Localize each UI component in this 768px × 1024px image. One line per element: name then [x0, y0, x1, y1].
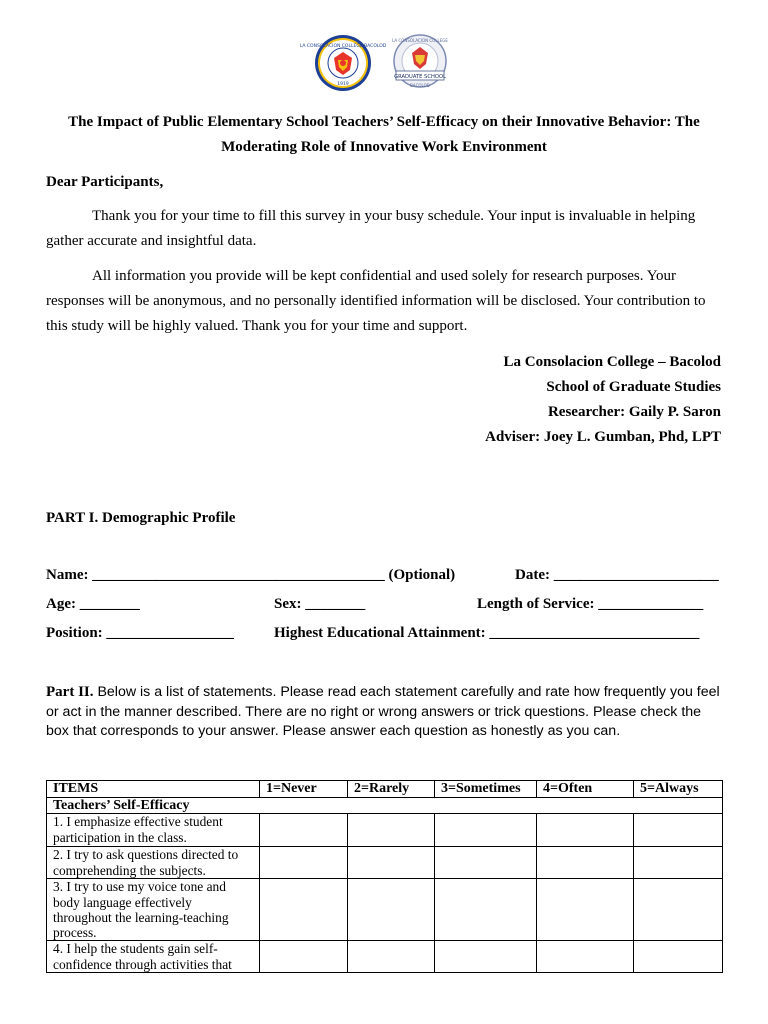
rating-cell-rarely[interactable]: [348, 814, 435, 847]
rating-cell-never[interactable]: [260, 814, 348, 847]
rating-cell-rarely[interactable]: [348, 941, 435, 973]
graduate-school-banner: GRADUATE SCHOOL: [394, 74, 446, 80]
table-row: [47, 879, 723, 941]
signature-school: School of Graduate Studies: [546, 379, 721, 395]
table-row: [47, 941, 723, 973]
seal-bottom-text: BACOLOD: [410, 83, 430, 88]
rating-cell-rarely[interactable]: [348, 847, 435, 879]
item-statement: 3. I try to use my voice tone and body language effectively throughout the learning-teaching process.: [47, 879, 260, 941]
table-row: [47, 814, 723, 847]
rating-cell-sometimes[interactable]: [435, 847, 537, 879]
part2-label: Part II.: [46, 684, 94, 700]
educational-attainment-field[interactable]: Highest Educational Attainment: ____________________________: [274, 625, 700, 641]
header-rarely: 2=Rarely: [348, 781, 435, 798]
intro-paragraph-2: All information you provide will be kept confidential and used solely for research purposes. Your responses will be anonymous, and no personally identified information will be disclosed. Your contribution to this study will be highly valued. Thank you for your time and support.: [46, 268, 706, 334]
rating-cell-rarely[interactable]: [348, 879, 435, 941]
rating-cell-sometimes[interactable]: [435, 879, 537, 941]
rating-cell-always[interactable]: [634, 814, 723, 847]
seal-year: 1919: [337, 82, 349, 87]
position-field[interactable]: Position: _________________: [46, 625, 234, 641]
rating-cell-often[interactable]: [537, 879, 634, 941]
rating-cell-often[interactable]: [537, 847, 634, 879]
seal-ring-text: LA CONSOLACION COLLEGE: [392, 38, 448, 43]
school-seal-logo: [299, 34, 387, 92]
intro-paragraph-1: Thank you for your time to fill this survey in your busy schedule. Your input is invaluable in helping gather accurate and insightful data.: [46, 208, 696, 249]
item-statement: 4. I help the students gain self-confidence through activities that: [47, 941, 260, 973]
rating-cell-sometimes[interactable]: [435, 941, 537, 973]
rating-cell-often[interactable]: [537, 941, 634, 973]
rating-cell-sometimes[interactable]: [435, 814, 537, 847]
header-items: ITEMS: [47, 781, 260, 798]
signature-researcher: Researcher: Gaily P. Saron: [547, 404, 721, 420]
rating-cell-never[interactable]: [260, 941, 348, 973]
rating-cell-always[interactable]: [634, 941, 723, 973]
graduate-school-seal-logo: [388, 34, 452, 92]
header-never: 1=Never: [260, 781, 348, 798]
table-row: [47, 847, 723, 879]
rating-cell-always[interactable]: [634, 879, 723, 941]
age-field[interactable]: Age: ________: [46, 596, 140, 612]
seal-ring-text: LA CONSOLACION COLLEGE BACOLOD: [299, 44, 387, 49]
table-header-row: [47, 781, 723, 798]
signature-institution: La Consolacion College – Bacolod: [503, 354, 721, 370]
date-field[interactable]: Date: ______________________: [515, 567, 719, 583]
rating-cell-always[interactable]: [634, 847, 723, 879]
header-sometimes: 3=Sometimes: [435, 781, 537, 798]
part2-instructions: [46, 683, 726, 742]
item-statement: 1. I emphasize effective student participation in the class.: [47, 814, 260, 847]
item-statement: 2. I try to ask questions directed to comprehending the subjects.: [47, 847, 260, 879]
sex-field[interactable]: Sex: ________: [274, 596, 366, 612]
salutation: Dear Participants,: [46, 174, 164, 190]
header-logos: [0, 34, 768, 92]
category-row: [47, 798, 723, 814]
rating-table: [46, 780, 723, 973]
signature-adviser: Adviser: Joey L. Gumban, Phd, LPT: [485, 429, 721, 445]
survey-title: The Impact of Public Elementary School Teachers’ Self-Efficacy on their Innovative Behavior: The Moderating Role of Innovative Work Environment: [68, 114, 700, 155]
length-of-service-field[interactable]: Length of Service: ______________: [477, 596, 704, 612]
header-often: 4=Often: [537, 781, 634, 798]
part2-text: Below is a list of statements. Please read each statement carefully and rate how frequently you feel or act in the manner described. There are no right or wrong answers or trick questions. Please check the box that corresponds to your answer. Please answer each question as honestly as you can.: [46, 684, 720, 739]
category-label: Teachers’ Self-Efficacy: [47, 798, 723, 814]
rating-cell-never[interactable]: [260, 847, 348, 879]
header-always: 5=Always: [634, 781, 723, 798]
rating-cell-never[interactable]: [260, 879, 348, 941]
part1-heading: PART I. Demographic Profile: [46, 510, 236, 526]
name-field[interactable]: Name: _______________________________________ (Optional): [46, 567, 456, 583]
rating-cell-often[interactable]: [537, 814, 634, 847]
